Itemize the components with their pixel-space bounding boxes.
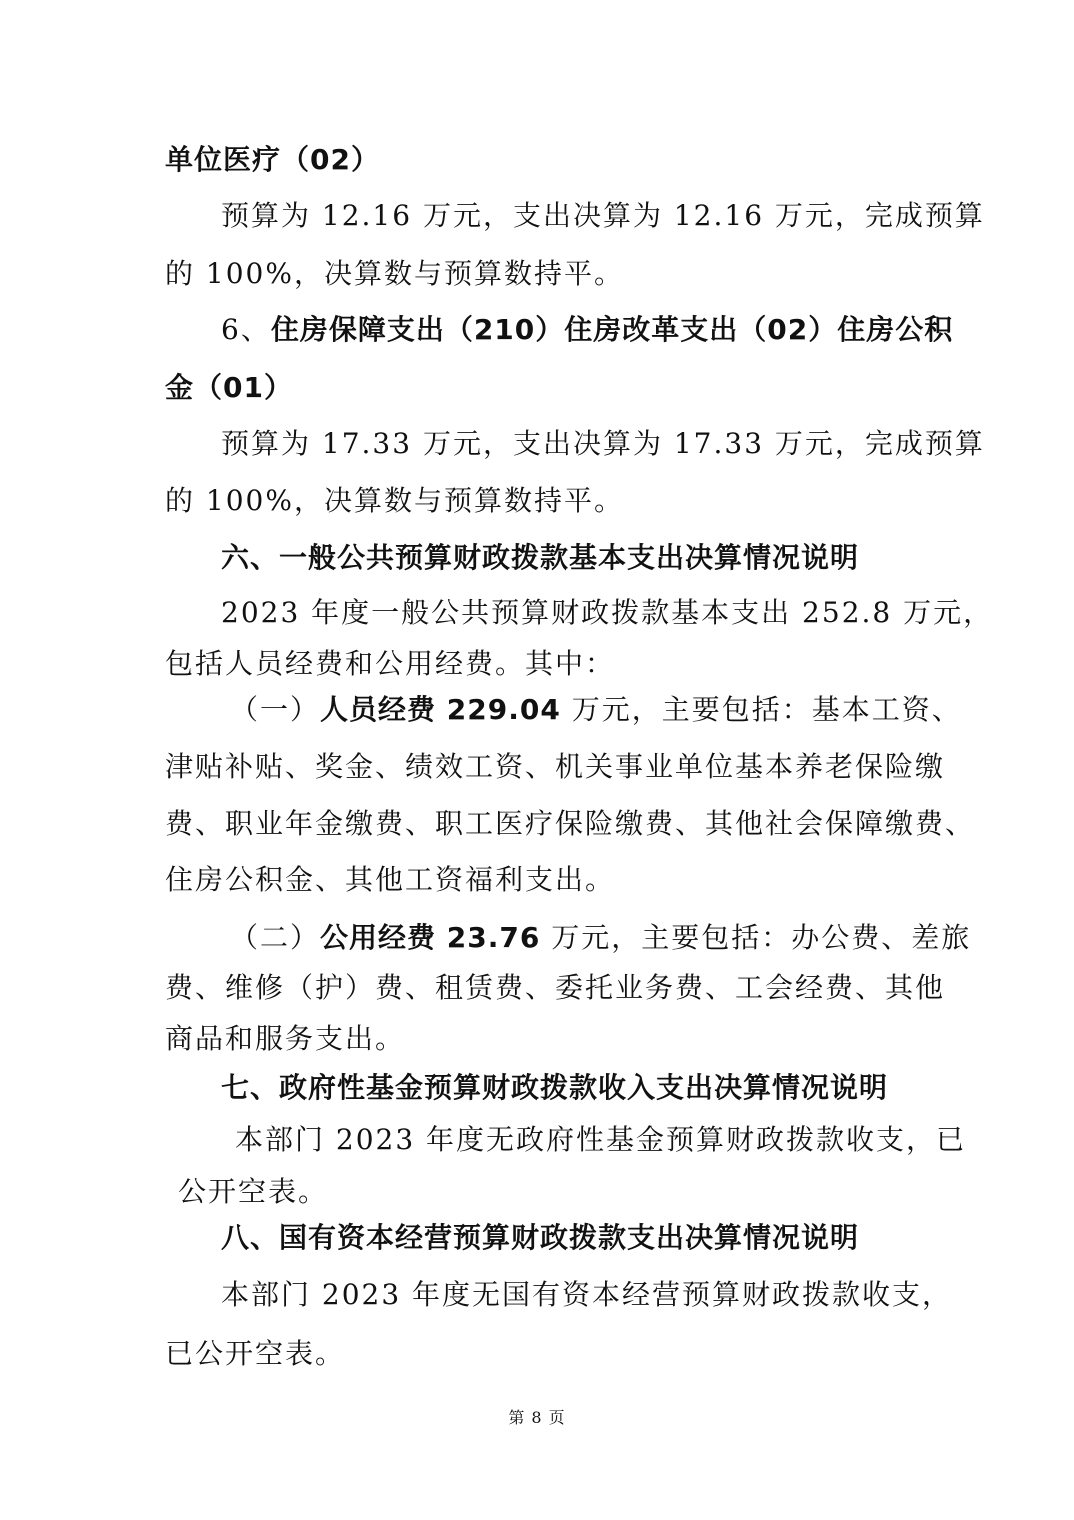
paragraph-line: 2023 年度一般公共预算财政拨款基本支出 252.8 万元， [221,596,994,629]
paragraph-line: 包括人员经费和公用经费。其中： [165,647,616,680]
paragraph-line: 津贴补贴、奖金、绩效工资、机关事业单位基本养老保险缴 [165,750,946,783]
section-heading-housing-cont: 金（01） [165,371,293,404]
heading-number: 6、 [221,313,271,346]
paragraph-line: 的 100%，决算数与预算数持平。 [165,484,624,517]
section-heading-unit-medical: 单位医疗（02） [165,143,380,176]
paragraph-line: 的 100%，决算数与预算数持平。 [165,257,624,290]
paragraph-line: 已公开空表。 [165,1337,346,1370]
public-expense-label: 公用经费 23.76 [320,921,541,954]
paragraph-line: 本部门 2023 年度无国有资本经营预算财政拨款收支， [221,1278,953,1311]
personnel-expense-label: 人员经费 229.04 [320,693,561,726]
page-number: 第 8 页 [508,1408,566,1427]
paragraph-line: 本部门 2023 年度无政府性基金预算财政拨款收支，已 [235,1123,967,1156]
paragraph-line: 预算为 17.33 万元，支出决算为 17.33 万元，完成预算 [221,427,985,460]
item-prefix: （一） [230,693,321,726]
item-text: 万元，主要包括：基本工资、 [560,693,962,726]
paragraph-line: 预算为 12.16 万元，支出决算为 12.16 万元，完成预算 [221,199,985,232]
heading-text: 住房保障支出（210）住房改革支出（02）住房公积 [270,313,954,346]
item-text: 万元，主要包括：办公费、差旅 [540,921,972,954]
paragraph-line: 费、维修（护）费、租赁费、委托业务费、工会经费、其他 [165,971,946,1004]
paragraph-line: 公开空表。 [178,1175,329,1208]
section-heading-housing [221,313,954,346]
section-heading-eight: 八、国有资本经营预算财政拨款支出决算情况说明 [221,1221,860,1254]
paragraph-line: 商品和服务支出。 [165,1022,406,1055]
public-expense-line [230,922,971,954]
paragraph-line: 住房公积金、其他工资福利支出。 [165,863,616,896]
personnel-expense-line [230,694,962,726]
paragraph-line: 费、职业年金缴费、职工医疗保险缴费、其他社会保障缴费、 [165,807,976,840]
section-heading-seven: 七、政府性基金预算财政拨款收入支出决算情况说明 [221,1071,889,1104]
item-prefix: （二） [230,921,321,954]
section-heading-six: 六、一般公共预算财政拨款基本支出决算情况说明 [221,541,860,574]
